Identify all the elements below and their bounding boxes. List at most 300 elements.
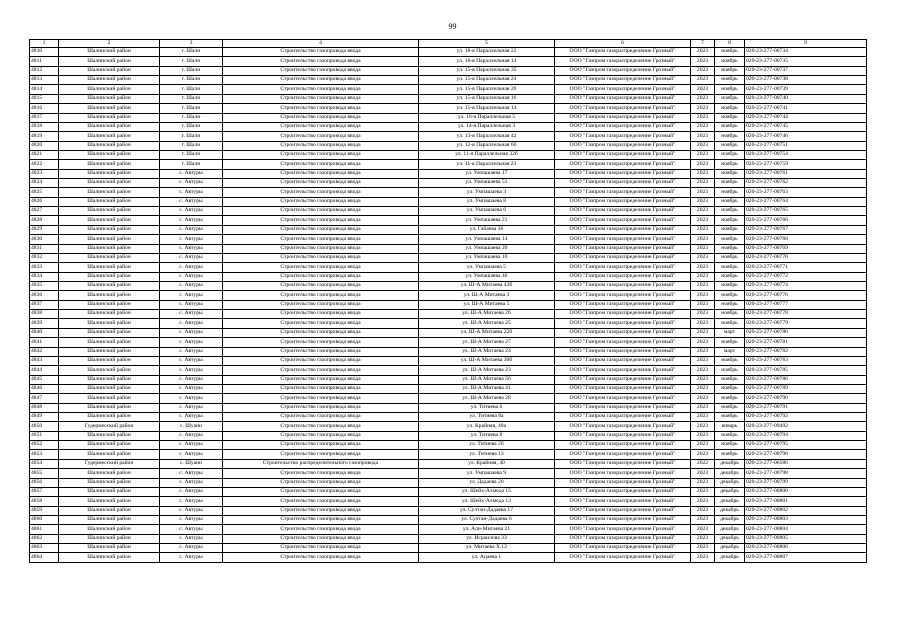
address-cell: ул. 13-я Параллельная 42 [419,132,555,141]
settlement-cell: с. Автуры [160,272,223,281]
month-cell: ноябрь [715,207,745,216]
table-row [30,356,867,365]
settlement-cell: с. Автуры [160,450,223,459]
settlement-cell: с. Автуры [160,506,223,515]
district-cell: Шалинский район [59,384,160,393]
work-type-cell: Строительство газопровода ввода [223,375,419,384]
table-row [30,375,867,384]
district-cell: Шалинский район [59,169,160,178]
address-cell: ул. Ш-А Митаева 3 [419,291,555,300]
table-row [30,441,867,450]
organization-cell: ООО "Газпром газораспределение Грозный" [555,375,691,384]
month-cell: ноябрь [715,113,745,122]
year-cell: 2023 [691,244,715,253]
district-cell: Шалинский район [59,497,160,506]
registry-code-cell: 020-23-277-00772 [745,272,867,281]
organization-cell: ООО "Газпром газораспределение Грозный" [555,132,691,141]
month-cell: ноябрь [715,132,745,141]
year-cell: 2023 [691,431,715,440]
settlement-cell: с. Автуры [160,544,223,553]
table-row [30,281,867,290]
district-cell: Шалинский район [59,487,160,496]
work-type-cell: Строительство газопровода ввода [223,553,419,562]
settlement-cell: г. Шали [160,150,223,159]
district-cell: Шалинский район [59,188,160,197]
district-cell: Шалинский район [59,66,160,75]
page-number: 99 [448,22,457,31]
year-cell: 2023 [691,328,715,337]
work-type-cell: Строительство газопровода ввода [223,272,419,281]
organization-cell: ООО "Газпром газораспределение Грозный" [555,534,691,543]
district-cell: Шалинский район [59,113,160,122]
settlement-cell: с. Автуры [160,216,223,225]
district-cell: Шалинский район [59,515,160,524]
work-type-cell: Строительство газопровода ввода [223,150,419,159]
district-cell: Шалинский район [59,122,160,131]
year-cell: 2023 [691,338,715,347]
row-number-cell: 4842 [30,347,59,356]
month-cell: декабрь [715,525,745,534]
district-cell: Шалинский район [59,553,160,562]
settlement-cell: с. Автуры [160,188,223,197]
work-type-cell: Строительство газопровода ввода [223,469,419,478]
settlement-cell: г. Шали [160,132,223,141]
address-cell: ул. Ш-А Митаева 23 [419,366,555,375]
year-cell: 2023 [691,141,715,150]
address-cell: ул. Титиева 6 [419,403,555,412]
work-type-cell: Строительство газопровода ввода [223,253,419,262]
address-cell: ул. Умпашаева 21 [419,216,555,225]
table-row [30,450,867,459]
organization-cell: ООО "Газпром газораспределение Грозный" [555,356,691,365]
month-cell: ноябрь [715,244,745,253]
work-type-cell: Строительство газопровода ввода [223,478,419,487]
row-number-cell: 4828 [30,216,59,225]
month-cell: январь [715,422,745,431]
work-type-cell: Строительство газопровода ввода [223,179,419,188]
settlement-cell: с. Автуры [160,207,223,216]
year-cell: 2023 [691,85,715,94]
row-number-cell: 4821 [30,150,59,159]
organization-cell: ООО "Газпром газораспределение Грозный" [555,497,691,506]
work-type-cell: Строительство газопровода ввода [223,85,419,94]
table-row [30,263,867,272]
row-number-cell: 4833 [30,263,59,272]
row-number-cell: 4816 [30,104,59,113]
address-cell: ул. Ш-А Митаева 25 [419,319,555,328]
address-cell: ул. Шейх-Ахмеда 15 [419,487,555,496]
row-number-cell: 4849 [30,413,59,422]
organization-cell: ООО "Газпром газораспределение Грозный" [555,104,691,113]
year-cell: 2023 [691,76,715,85]
registry-code-cell: 020-23-277-00766 [745,216,867,225]
organization-cell: ООО "Газпром газораспределение Грозный" [555,263,691,272]
organization-cell: ООО "Газпром газораспределение Грозный" [555,300,691,309]
settlement-cell: с. Шуани [160,459,223,468]
year-cell: 2023 [691,450,715,459]
district-cell: Шалинский район [59,291,160,300]
row-number-cell: 4834 [30,272,59,281]
address-cell: ул. Ш-А Митаева 30б [419,356,555,365]
month-cell: ноябрь [715,85,745,94]
year-cell: 2023 [691,534,715,543]
work-type-cell: Строительство газопровода ввода [223,544,419,553]
table-row [30,94,867,103]
row-number-cell: 4827 [30,207,59,216]
month-cell: ноябрь [715,76,745,85]
organization-cell: ООО "Газпром газораспределение Грозный" [555,310,691,319]
registry-code-cell: 020-23-277-00805 [745,534,867,543]
district-cell: Шалинский район [59,225,160,234]
registry-code-cell: 020-23-277-00767 [745,225,867,234]
work-type-cell: Строительство газопровода ввода [223,300,419,309]
year-cell: 2023 [691,169,715,178]
row-number-cell: 4860 [30,515,59,524]
year-cell: 2023 [691,197,715,206]
work-type-cell: Строительство газопровода ввода [223,366,419,375]
month-cell: декабрь [715,478,745,487]
district-cell: Шалинский район [59,141,160,150]
district-cell: Шалинский район [59,394,160,403]
column-header: 1 [30,40,59,48]
year-cell: 2023 [691,478,715,487]
registry-code-cell: 020-23-277-00765 [745,207,867,216]
registry-code-cell: 020-23-277-00794 [745,431,867,440]
address-cell: ул. Исраилова 33 [419,534,555,543]
settlement-cell: г. Шали [160,57,223,66]
organization-cell: ООО "Газпром газораспределение Грозный" [555,366,691,375]
settlement-cell: с. Автуры [160,394,223,403]
work-type-cell: Строительство газопровода ввода [223,122,419,131]
month-cell: ноябрь [715,94,745,103]
registry-code-cell: 020-23-277-00778 [745,310,867,319]
registry-code-cell: 020-23-277-00781 [745,338,867,347]
work-type-cell: Строительство газопровода ввода [223,384,419,393]
registry-code-cell: 020-23-277-00782 [745,347,867,356]
row-number-cell: 4858 [30,497,59,506]
registry-code-cell: 020-23-277-00764 [745,197,867,206]
organization-cell: ООО "Газпром газораспределение Грозный" [555,160,691,169]
row-number-cell: 4829 [30,225,59,234]
month-cell: декабрь [715,497,745,506]
address-cell: ул. Ш-А Митаева 24 [419,347,555,356]
registry-code-cell: 020-23-277-00746 [745,132,867,141]
registry-code-cell: 020-23-277-00770 [745,253,867,262]
district-cell: Шалинский район [59,347,160,356]
row-number-cell: 4815 [30,94,59,103]
registry-code-cell: 020-23-277-00803 [745,515,867,524]
work-type-cell: Строительство газопровода ввода [223,197,419,206]
registry-code-cell: 020-23-277-00780 [745,328,867,337]
registry-code-cell: 020-23-277-00759 [745,160,867,169]
district-cell: Шалинский район [59,104,160,113]
row-number-cell: 4859 [30,506,59,515]
organization-cell: ООО "Газпром газораспределение Грозный" [555,244,691,253]
row-number-cell: 4825 [30,188,59,197]
district-cell: Шалинский район [59,281,160,290]
settlement-cell: с. Автуры [160,347,223,356]
registry-code-cell: 020-23-277-00783 [745,356,867,365]
registry-code-cell: 020-23-277-00737 [745,66,867,75]
year-cell: 2023 [691,310,715,319]
district-cell: Шалинский район [59,300,160,309]
registry-code-cell: 020-23-277-00807 [745,553,867,562]
organization-cell: ООО "Газпром газораспределение Грозный" [555,253,691,262]
district-cell: Шалинский район [59,263,160,272]
row-number-cell: 4854 [30,459,59,468]
work-type-cell: Строительство газопровода ввода [223,104,419,113]
table-row [30,66,867,75]
address-cell: ул. Султан-Дадаева 6 [419,515,555,524]
table-row [30,347,867,356]
registry-code-cell: 020-23-277-00792 [745,413,867,422]
work-type-cell: Строительство газопровода ввода [223,525,419,534]
column-number-row [30,40,867,48]
district-cell: Шалинский район [59,356,160,365]
registry-code-cell: 020-23-277-00741 [745,104,867,113]
month-cell: март [715,347,745,356]
month-cell: декабрь [715,459,745,468]
year-cell: 2023 [691,235,715,244]
work-type-cell: Строительство газопровода ввода [223,225,419,234]
table-row [30,553,867,562]
table-row [30,76,867,85]
organization-cell: ООО "Газпром газораспределение Грозный" [555,384,691,393]
work-type-cell: Строительство газопровода ввода [223,188,419,197]
organization-cell: ООО "Газпром газораспределение Грозный" [555,291,691,300]
address-cell: ул. 15-я Параллельная 26 [419,85,555,94]
district-cell: Шалинский район [59,338,160,347]
month-cell: ноябрь [715,179,745,188]
work-type-cell: Строительство газопровода ввода [223,328,419,337]
work-type-cell: Строительство газопровода ввода [223,319,419,328]
year-cell: 2023 [691,263,715,272]
organization-cell: ООО "Газпром газораспределение Грозный" [555,338,691,347]
work-type-cell: Строительство газопровода ввода [223,281,419,290]
district-cell: Шалинский район [59,366,160,375]
row-number-cell: 4832 [30,253,59,262]
district-cell: Шалинский район [59,319,160,328]
row-number-cell: 4835 [30,281,59,290]
column-header: 4 [223,40,419,48]
row-number-cell: 4812 [30,66,59,75]
column-header: 2 [59,40,160,48]
organization-cell: ООО "Газпром газораспределение Грозный" [555,197,691,206]
work-type-cell: Строительство газопровода ввода [223,169,419,178]
settlement-cell: с. Автуры [160,431,223,440]
address-cell: ул. Умпашаева 46 [419,272,555,281]
year-cell: 2023 [691,272,715,281]
address-cell: ул. Шейх-Ахмеда 13 [419,497,555,506]
year-cell: 2023 [691,253,715,262]
year-cell: 2023 [691,48,715,57]
settlement-cell: с. Автуры [160,244,223,253]
table-row [30,338,867,347]
organization-cell: ООО "Газпром газораспределение Грозный" [555,66,691,75]
work-type-cell: Строительство газопровода ввода [223,422,419,431]
registry-code-cell: 020-23-277-00801 [745,497,867,506]
settlement-cell: с. Автуры [160,169,223,178]
year-cell: 2023 [691,515,715,524]
registry-code-cell: 020-23-277-00790 [745,394,867,403]
organization-cell: ООО "Газпром газораспределение Грозный" [555,431,691,440]
registry-code-cell: 020-23-277-00768 [745,235,867,244]
table-row [30,207,867,216]
row-number-cell: 4845 [30,375,59,384]
row-number-cell: 4850 [30,422,59,431]
organization-cell: ООО "Газпром газораспределение Грозный" [555,525,691,534]
row-number-cell: 4818 [30,122,59,131]
registry-code-cell: 020-23-277-00754 [745,150,867,159]
table-row [30,57,867,66]
table-row [30,366,867,375]
row-number-cell: 4837 [30,300,59,309]
organization-cell: ООО "Газпром газораспределение Грозный" [555,394,691,403]
table-row [30,515,867,524]
month-cell: ноябрь [715,272,745,281]
work-type-cell: Строительство газопровода ввода [223,534,419,543]
year-cell: 2023 [691,132,715,141]
work-type-cell: Строительство газопровода ввода [223,310,419,319]
year-cell: 2023 [691,300,715,309]
district-cell: Гудермесский район [59,459,160,468]
district-cell: Шалинский район [59,216,160,225]
work-type-cell: Строительство газопровода ввода [223,207,419,216]
month-cell: ноябрь [715,413,745,422]
registry-code-cell: 020-23-277-00762 [745,179,867,188]
registry-code-cell: 020-23-277-00796 [745,450,867,459]
district-cell: Шалинский район [59,244,160,253]
year-cell: 2023 [691,291,715,300]
address-cell: ул. 15-я Параллельная 35 [419,66,555,75]
year-cell: 2023 [691,57,715,66]
column-header: 5 [419,40,555,48]
organization-cell: ООО "Газпром газораспределение Грозный" [555,225,691,234]
settlement-cell: с. Автуры [160,403,223,412]
organization-cell: ООО "Газпром газораспределение Грозный" [555,76,691,85]
organization-cell: ООО "Газпром газораспределение Грозный" [555,235,691,244]
row-number-cell: 4822 [30,160,59,169]
table-row [30,310,867,319]
year-cell: 2023 [691,188,715,197]
district-cell: Шалинский район [59,375,160,384]
work-type-cell: Строительство газопровода ввода [223,244,419,253]
month-cell: ноябрь [715,57,745,66]
row-number-cell: 4813 [30,76,59,85]
month-cell: ноябрь [715,366,745,375]
organization-cell: ООО "Газпром газораспределение Грозный" [555,506,691,515]
district-cell: Шалинский район [59,272,160,281]
address-cell: ул. Ш-А Митаева 41 [419,384,555,393]
month-cell: ноябрь [715,235,745,244]
row-number-cell: 4810 [30,48,59,57]
district-cell: Шалинский район [59,160,160,169]
row-number-cell: 4824 [30,179,59,188]
row-number-cell: 4836 [30,291,59,300]
district-cell: Шалинский район [59,328,160,337]
year-cell: 2023 [691,281,715,290]
month-cell: декабрь [715,506,745,515]
registry-code-cell: 020-23-277-00744 [745,113,867,122]
work-type-cell: Строительство газопровода ввода [223,57,419,66]
column-header: 3 [160,40,223,48]
organization-cell: ООО "Газпром газораспределение Грозный" [555,94,691,103]
settlement-cell: г. Шали [160,104,223,113]
month-cell: ноябрь [715,441,745,450]
year-cell: 2023 [691,225,715,234]
address-cell: ул. Умпашаева 5 [419,263,555,272]
settlement-cell: г. Шали [160,94,223,103]
work-type-cell: Строительство газопровода ввода [223,506,419,515]
organization-cell: ООО "Газпром газораспределение Грозный" [555,188,691,197]
registry-code-cell: 020-23-277-00800 [745,487,867,496]
registry-code-cell: 020-23-277-00738 [745,76,867,85]
address-cell: ул. Ш-А Митаева 28 [419,394,555,403]
settlement-cell: г. Шали [160,141,223,150]
settlement-cell: с. Автуры [160,534,223,543]
month-cell: декабрь [715,534,745,543]
work-type-cell: Строительство распределительного газопровода [223,459,419,468]
district-cell: Шалинский район [59,450,160,459]
work-type-cell: Строительство газопровода ввода [223,338,419,347]
table-row [30,272,867,281]
district-cell: Шалинский район [59,403,160,412]
work-type-cell: Строительство газопровода ввода [223,160,419,169]
settlement-cell: с. Автуры [160,441,223,450]
registry-code-cell: 020-23-277-00771 [745,263,867,272]
registry-code-cell: 020-23-277-00795 [745,441,867,450]
settlement-cell: г. Шали [160,48,223,57]
table-row [30,160,867,169]
organization-cell: ООО "Газпром газораспределение Грозный" [555,403,691,412]
row-number-cell: 4861 [30,525,59,534]
settlement-cell: с. Автуры [160,253,223,262]
work-type-cell: Строительство газопровода ввода [223,403,419,412]
registry-code-cell: 020-23-277-00791 [745,403,867,412]
month-cell: декабрь [715,469,745,478]
address-cell: ул. 18-я Параллельная 22 [419,48,555,57]
column-header: 8 [715,40,745,48]
row-number-cell: 4831 [30,244,59,253]
year-cell: 2023 [691,66,715,75]
year-cell: 2023 [691,441,715,450]
address-cell: ул. Ш-А Митаева 26 [419,310,555,319]
work-type-cell: Строительство газопровода ввода [223,497,419,506]
organization-cell: ООО "Газпром газораспределение Грозный" [555,272,691,281]
table-row [30,544,867,553]
table-row [30,384,867,393]
month-cell: ноябрь [715,450,745,459]
organization-cell: ООО "Газпром газораспределение Грозный" [555,85,691,94]
address-cell: ул. Ш-А Митаева 27 [419,338,555,347]
row-number-cell: 4848 [30,403,59,412]
organization-cell: ООО "Газпром газораспределение Грозный" [555,179,691,188]
address-cell: ул. Титиева 8а [419,413,555,422]
row-number-cell: 4819 [30,132,59,141]
year-cell: 2023 [691,469,715,478]
table-row [30,179,867,188]
table-row [30,291,867,300]
registry-code-cell: 020-23-277-00734 [745,48,867,57]
work-type-cell: Строительство газопровода ввода [223,347,419,356]
district-cell: Шалинский район [59,76,160,85]
table-row [30,534,867,543]
table-row [30,150,867,159]
settlement-cell: с. Автуры [160,384,223,393]
settlement-cell: г. Шали [160,66,223,75]
year-cell: 2023 [691,356,715,365]
month-cell: декабрь [715,544,745,553]
